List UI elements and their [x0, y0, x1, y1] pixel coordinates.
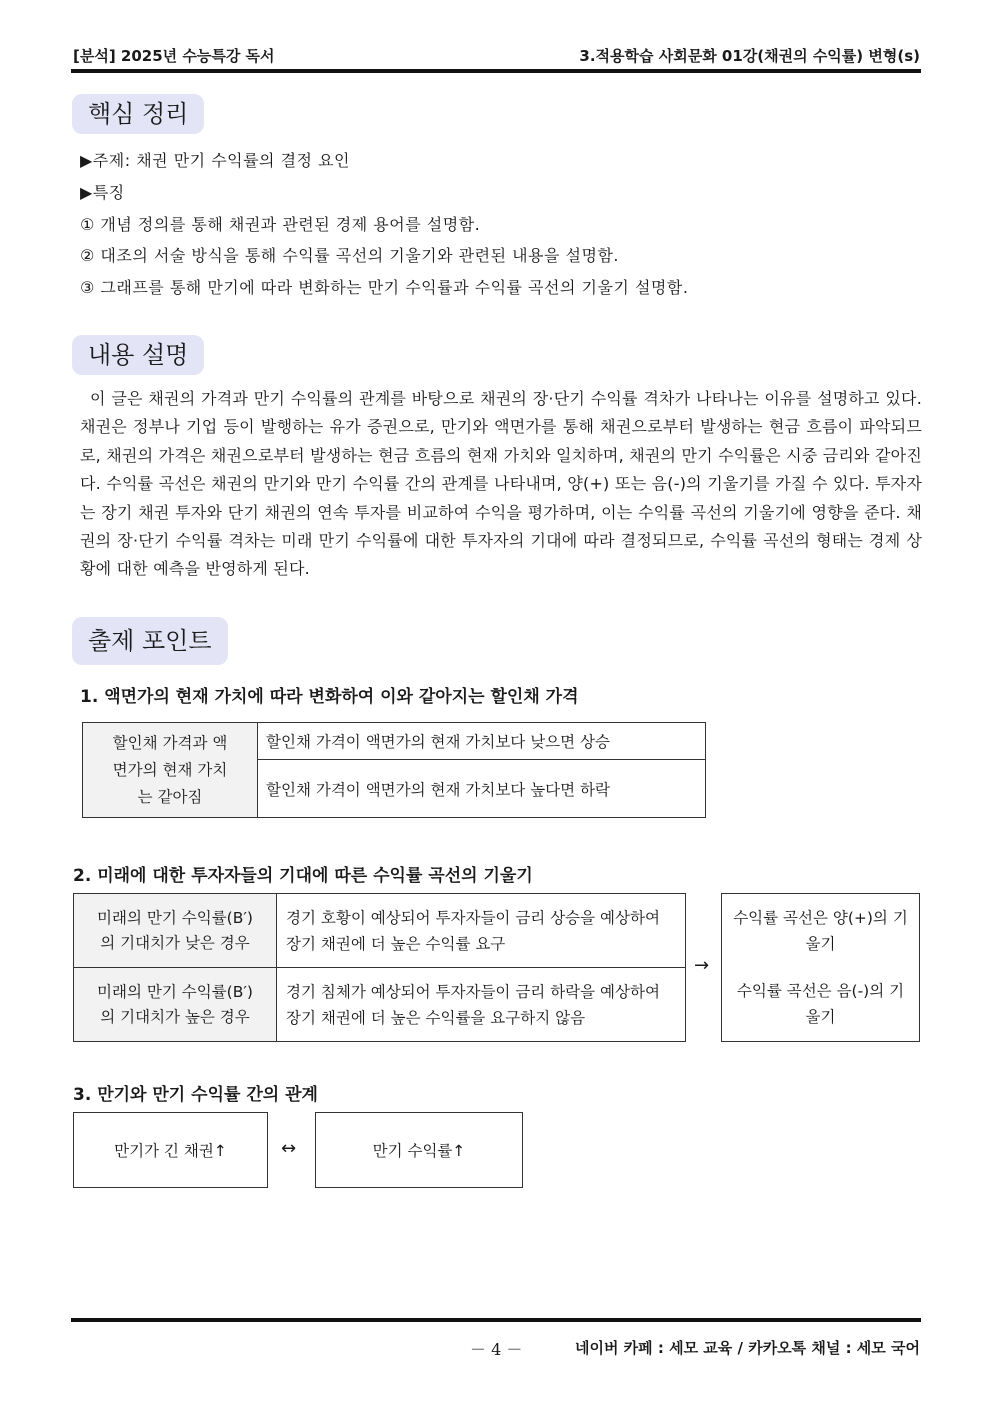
point2-table	[73, 893, 686, 1042]
point3-title: 3. 만기와 만기 수익률 간의 관계	[73, 1085, 318, 1105]
point2-result-positive: 수익률 곡선은 양(+)의 기울기	[721, 893, 920, 969]
point2-text-boom: 경기 호황이 예상되어 투자자들이 금리 상승을 예상하여 장기 채권에 더 높은 수익률 요구	[277, 894, 686, 968]
summary-feature-2: ② 대조의 서술 방식을 통해 수익률 곡선의 기울기와 관련된 내용을 설명함.	[80, 246, 620, 265]
footer-text: 네이버 카페 : 세모 교육 / 카카오톡 채널 : 세모 국어	[574, 1339, 920, 1357]
summary-feature-1: ① 개념 정의를 통해 채권과 관련된 경제 용어를 설명함.	[80, 215, 481, 234]
header-right: 3.적용학습 사회문화 01강(채권의 수익률) 변형(s)	[579, 47, 920, 65]
point2-arrow: →	[694, 955, 710, 976]
content-paragraph: 이 글은 채권의 가격과 만기 수익률의 관계를 바탕으로 채권의 장·단기 수익률 격차가 나타나는 이유를 설명하고 있다. 채권은 정부나 기업 등이 발행하는 유가 증권으로, 만기와 액면가를 통해 채권으로부터 발생하는 현금 흐름이 파악되므로, 채권의 가격은 채권으로부터 발생하는 현금 흐름의 현재 가치와 일치하며, 채권의 만기 수익률은 시중 금리와 같아진다. 수익률 곡선은 채권의 만기와 만기 수익률 간의 관계를 나타내며, 양(+) 또는 음(-)의 기울기를 가질 수 있다. 투자자는 장기 채권 투자와 단기 채권의 연속 투자를 비교하여 수익을 평가하며, 이는 수익률 곡선의 기울기에 영향을 준다. 채권의 장·단기 수익률 격차는 미래 만기 수익률에 대한 투자자의 기대에 따라 결정되므로, 수익률 곡선의 형태는 경제 상황에 대한 예측을 반영하게 된다.	[80, 389, 922, 579]
point2-text-recession: 경기 침체가 예상되어 투자자들이 금리 하락을 예상하여 장기 채권에 더 높은 수익률을 요구하지 않음	[277, 968, 686, 1042]
point3-right-box: 만기 수익률↑	[315, 1112, 523, 1188]
point2-label-high: 미래의 만기 수익률(B′)의 기대치가 높은 경우	[74, 968, 277, 1042]
header-rule	[71, 69, 921, 73]
content-section-title: 내용 설명	[72, 335, 204, 375]
summary-section-title: 핵심 정리	[72, 94, 204, 134]
point1-label: 할인채 가격과 액면가의 현재 가치는 같아짐	[83, 723, 258, 818]
point1-table	[82, 722, 706, 818]
summary-features-label: ▶특징	[80, 183, 125, 202]
points-section-title: 출제 포인트	[72, 617, 228, 665]
summary-theme: ▶주제: 채권 만기 수익률의 결정 요인	[80, 151, 351, 170]
point1-title: 1. 액면가의 현재 가치에 따라 변화하여 이와 같아지는 할인채 가격	[80, 687, 579, 707]
point3-arrow: ↔	[281, 1138, 297, 1159]
point1-row-rise: 할인채 가격이 액면가의 현재 가치보다 낮으면 상승	[258, 723, 706, 760]
point2-result-negative: 수익률 곡선은 음(-)의 기울기	[721, 967, 920, 1042]
point2-label-low: 미래의 만기 수익률(B′)의 기대치가 낮은 경우	[74, 894, 277, 968]
footer-page-number: － 4 －	[470, 1340, 523, 1359]
summary-feature-3: ③ 그래프를 통해 만기에 따라 변화하는 만기 수익률과 수익률 곡선의 기울기 설명함.	[80, 278, 689, 297]
point1-row-fall: 할인채 가격이 액면가의 현재 가치보다 높다면 하락	[258, 760, 706, 818]
footer-rule	[71, 1318, 921, 1322]
point2-title: 2. 미래에 대한 투자자들의 기대에 따른 수익률 곡선의 기울기	[73, 866, 533, 886]
header-left: [분석] 2025년 수능특강 독서	[73, 47, 275, 65]
point3-left-box: 만기가 긴 채권↑	[73, 1112, 268, 1188]
